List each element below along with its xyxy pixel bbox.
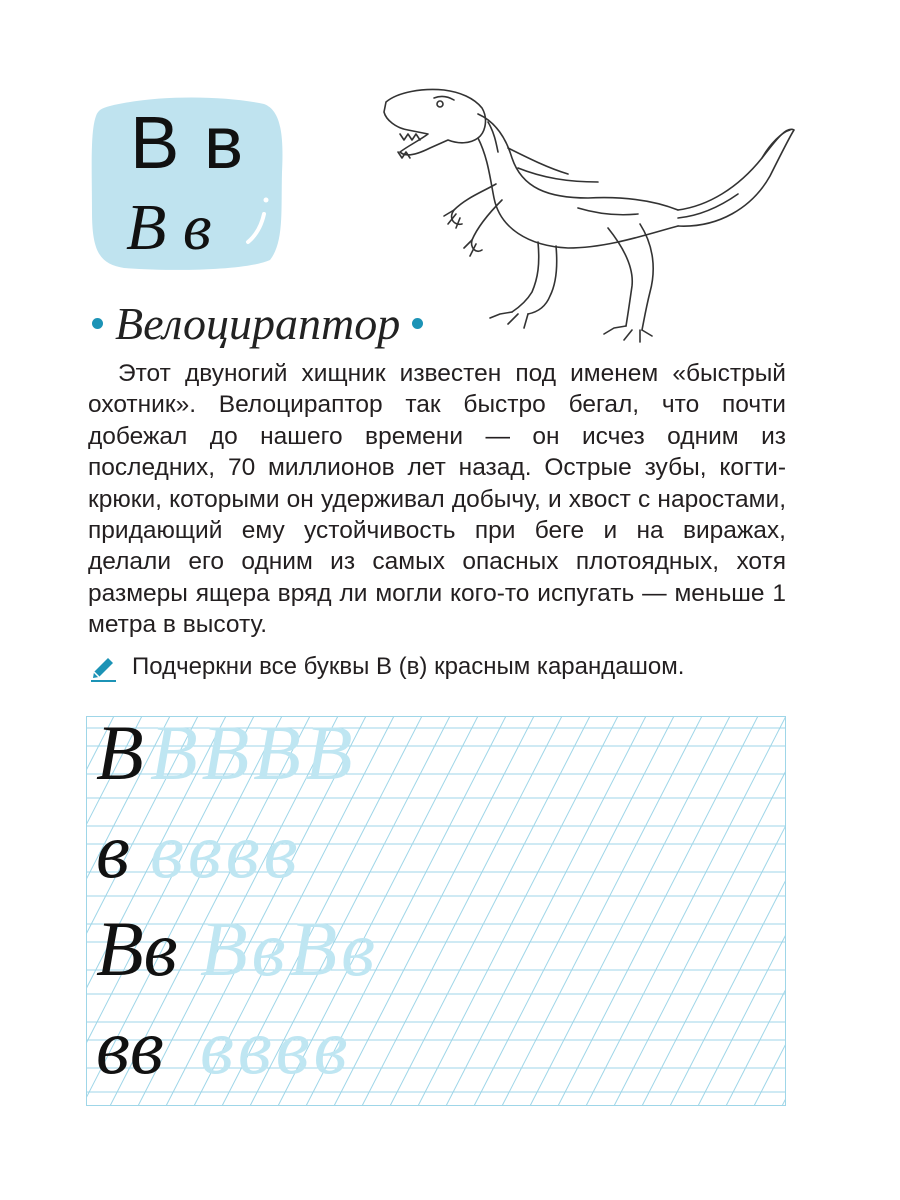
description-paragraph: Этот двуногий хищник известен под именем «быстрый охотник». Велоцираптор так быстро бегал, что почти добежал до нашего времени — он исчез одним из последних, 70 миллионов лет назад. Острые зубы, когти-крюки, которыми он удерживал добычу, и хвост с наростами, придающий ему устойчивость при беге и на виражах, делали его одним из самых опасных плотоядных, хотя размеры ящера вряд ли могли кого-то испугать — меньше 1 метра в высоту. — [88, 360, 786, 639]
practice-sample: в — [96, 807, 130, 894]
task-text: Подчеркни все буквы В (в) красным карандашом. — [132, 653, 685, 680]
practice-trace: вввв — [150, 807, 302, 894]
practice-trace: ВвВв — [200, 905, 380, 992]
script-letter: В в — [126, 191, 212, 264]
print-letter: В в — [130, 101, 246, 184]
practice-sample: вв — [96, 1003, 164, 1090]
velociraptor-illustration — [378, 78, 798, 348]
practice-sample: Вв — [96, 905, 178, 992]
practice-trace: ВВВВ — [150, 709, 357, 796]
heading-title: Велоцираптор — [115, 297, 401, 349]
section-heading — [92, 288, 423, 358]
pencil-icon — [88, 652, 118, 682]
practice-trace: вввв — [200, 1003, 352, 1090]
bullet-dot-right — [412, 318, 423, 329]
letter-card — [88, 92, 284, 272]
practice-sample: В — [96, 709, 144, 796]
bullet-dot-left — [92, 318, 103, 329]
task-instruction — [88, 652, 684, 682]
